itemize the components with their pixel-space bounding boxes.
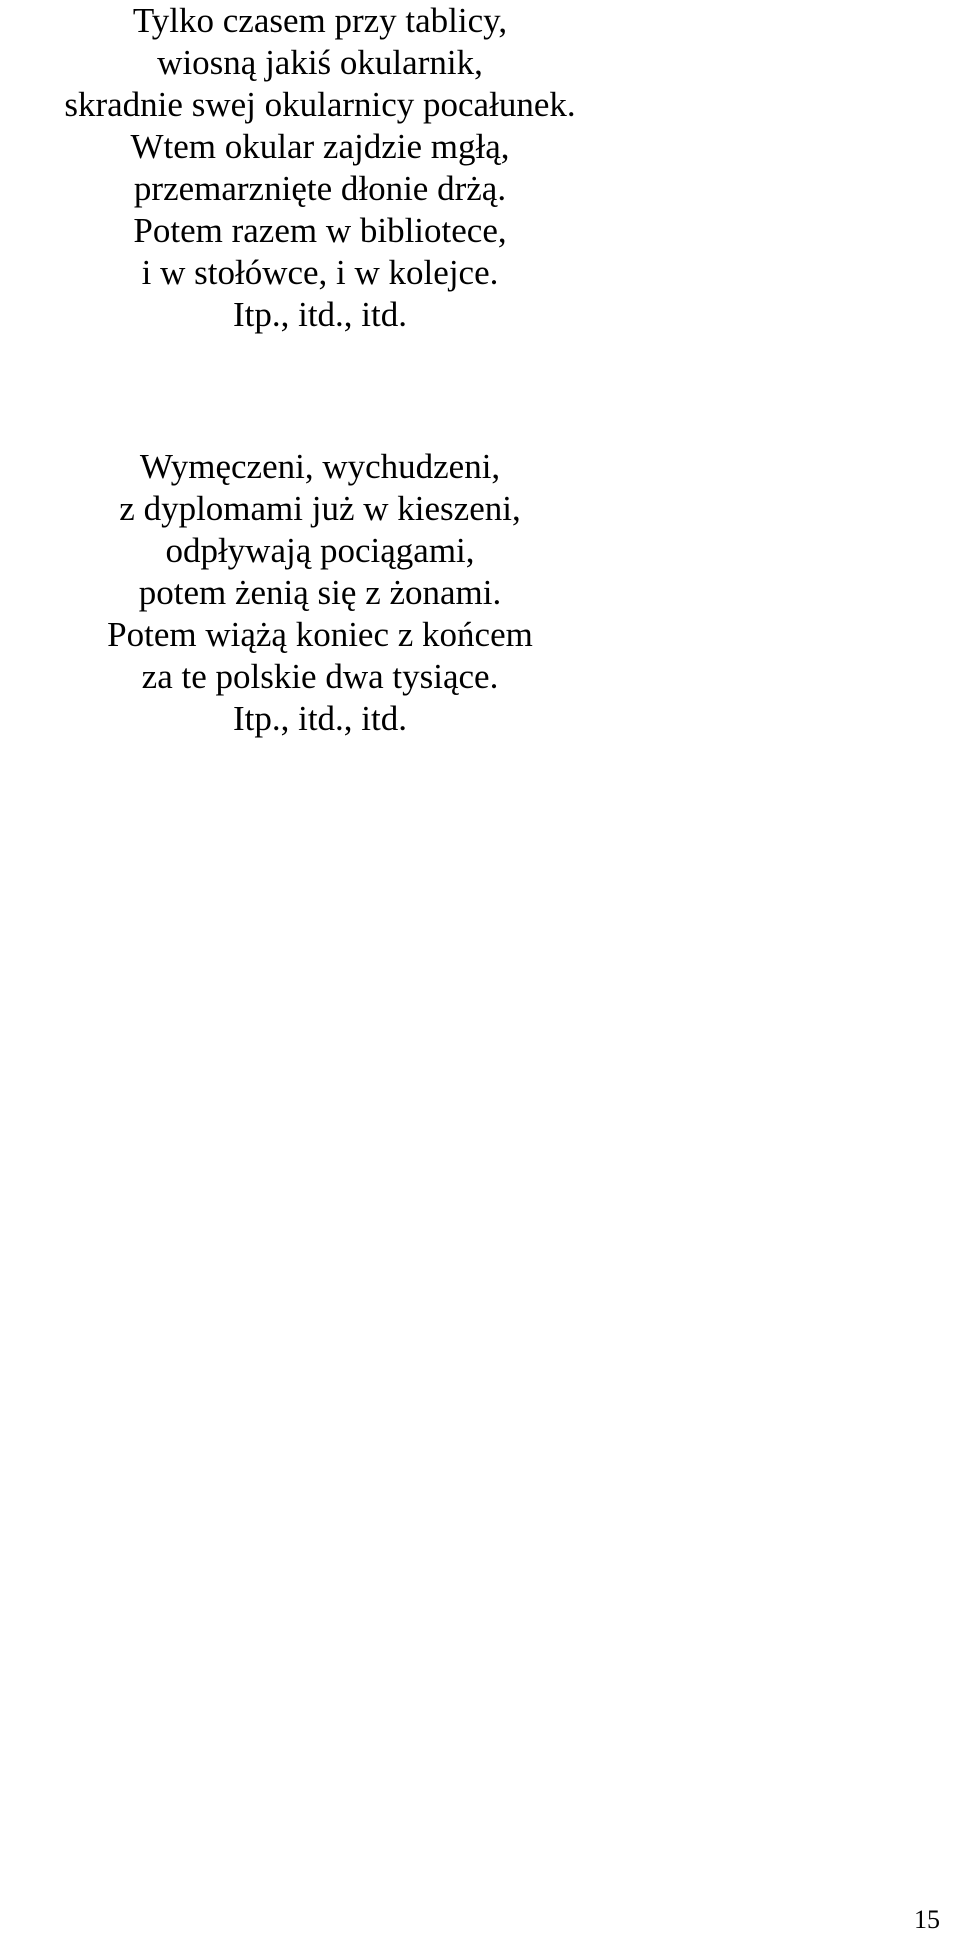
poem-line: przemarznięte dłonie drżą.	[133, 169, 507, 208]
poem-line: potem żenią się z żonami.	[138, 573, 502, 612]
poem-line: Wtem okular zajdzie mgłą,	[130, 127, 510, 166]
poem-line: Itp., itd., itd.	[232, 699, 408, 738]
poem-line: Tylko czasem przy tablicy,	[132, 1, 508, 40]
poem-line: za te polskie dwa tysiące.	[141, 657, 499, 696]
poem-line: odpływają pociągami,	[165, 531, 475, 570]
poem-line: z dyplomami już w kieszeni,	[119, 489, 521, 528]
poem-stanza-2	[0, 446, 640, 740]
poem-line: Itp., itd., itd.	[232, 295, 408, 334]
poem-stanza-1	[0, 0, 640, 336]
poem-line: wiosną jakiś okularnik,	[157, 43, 483, 82]
poem-line: skradnie swej okularnicy pocałunek.	[64, 85, 576, 124]
poem-line: Potem razem w bibliotece,	[133, 211, 507, 250]
poem-line: Potem wiążą koniec z końcem	[107, 615, 533, 654]
poem-line: i w stołówce, i w kolejce.	[141, 253, 499, 292]
page-number: 15	[914, 1905, 940, 1934]
poem-line: Wymęczeni, wychudzeni,	[139, 447, 501, 486]
